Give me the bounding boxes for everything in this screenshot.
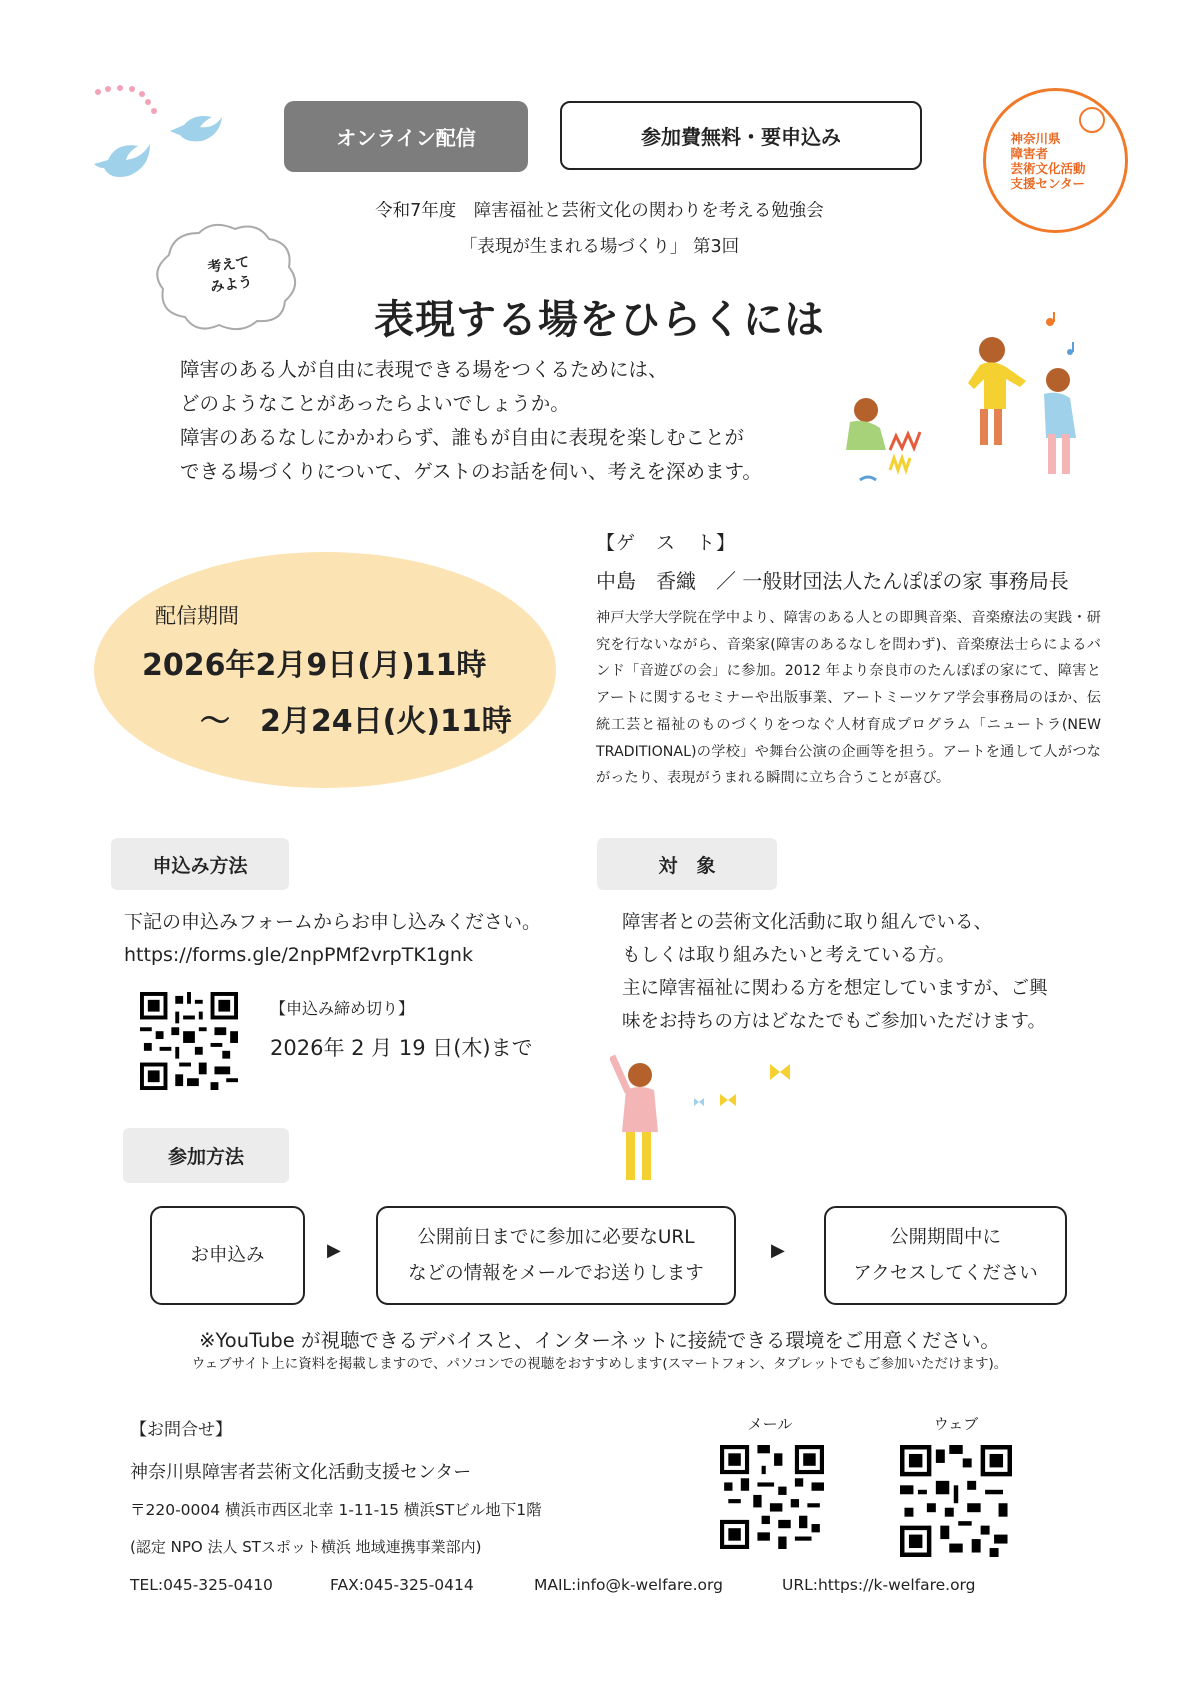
join-section-tab [123, 1128, 289, 1183]
qr-mail-label: メール [747, 1415, 793, 1433]
web-qr-code[interactable] [900, 1445, 1012, 1557]
contact-mail-link[interactable]: MAIL:info@k-welfare.org [534, 1576, 723, 1594]
fee-badge [560, 101, 922, 170]
flow-arrow-icon: ▶ [771, 1240, 785, 1261]
online-badge [284, 101, 528, 172]
target-tab-label: 対 象 [658, 854, 716, 877]
contact-label: 【お問合せ】 [130, 1420, 232, 1440]
target-line: 障害者との芸術文化活動に取り組んでいる、 [622, 912, 993, 933]
guest-label: 【ゲ ス ト】 [596, 532, 737, 554]
flow-step-text: お申込み [190, 1244, 265, 1266]
child-butterflies-illustration [610, 1050, 810, 1190]
qr-web-label: ウェブ [933, 1415, 979, 1433]
deadline-label: 【申込み締め切り】 [270, 999, 415, 1018]
logo-line: 支援センター [1010, 175, 1086, 191]
flow-step-text: アクセスしてください [853, 1262, 1038, 1284]
target-description [622, 906, 1102, 1038]
target-line: 味をお持ちの方はどなたでもご参加いただけます。 [622, 1011, 1047, 1032]
target-line: もしくは取り組みたいと考えている方。 [622, 945, 956, 966]
intro-line: できる場づくりについて、ゲストのお話を伺い、考えを深めます。 [180, 460, 762, 483]
contact-tel: TEL:045-325-0410 [130, 1576, 273, 1594]
deadline-date: 2026年 2 月 19 日(木)まで [270, 1036, 533, 1060]
apply-line: 下記の申込みフォームからお申し込みください。 [124, 911, 542, 933]
flow-arrow-icon: ▶ [327, 1240, 341, 1261]
apply-tab-label: 申込み方法 [152, 854, 248, 877]
join-tab-label: 参加方法 [167, 1146, 244, 1168]
logo-text [1011, 131, 1101, 191]
contact-org: 神奈川県障害者芸術文化活動支援センター [130, 1462, 472, 1483]
logo-dot-icon [1079, 107, 1105, 133]
contact-fax: FAX:045-325-0414 [330, 1576, 474, 1594]
intro-line: どのようなことがあったらよいでしょうか。 [180, 392, 570, 415]
flow-step-email [376, 1206, 736, 1305]
period-label: 配信期間 [155, 604, 239, 628]
flow-step-text: などの情報をメールでお送りします [408, 1262, 704, 1284]
apply-qr-code[interactable] [140, 992, 238, 1090]
mail-qr-code[interactable] [720, 1445, 824, 1549]
guest-name: 中島 香織 ／ 一般財団法人たんぽぽの家 事務局長 [596, 569, 1069, 593]
birds-illustration [90, 80, 250, 210]
flow-step-apply [150, 1206, 305, 1305]
contact-note: (認定 NPO 法人 STスポット横浜 地域連携事業部内) [130, 1538, 482, 1556]
children-playing-illustration [820, 310, 1100, 495]
event-series: 令和7年度 障害福祉と芸術文化の関わりを考える勉強会 [375, 201, 824, 221]
logo-line: 障害者 [1010, 145, 1049, 161]
cloud-line: みよう [209, 274, 254, 296]
intro-text [180, 353, 800, 489]
apply-section-tab [111, 838, 289, 890]
page-title: 表現する場をひらくには [374, 297, 825, 343]
online-badge-label: オンライン配信 [336, 126, 476, 150]
period-end: ～ 2月24日(火)11時 [200, 704, 512, 739]
target-line: 主に障害福祉に関わる方を想定していますが、ご興 [622, 978, 1048, 999]
contact-url-link[interactable]: URL:https://k-welfare.org [782, 1576, 976, 1594]
flow-step-access [824, 1206, 1067, 1305]
contact-address: 〒220-0004 横浜市西区北幸 1-11-15 横浜STビル地下1階 [130, 1501, 542, 1519]
guest-bio: 神戸大学大学院在学中より、障害のある人との即興音楽、音楽療法の実践・研究を行ないながら、音楽家(障害のあるなしを問わず)、音楽療法士らによるバンド「音遊びの会」に参加。2012 年より奈良市のたんぽぽの家にて、障害とアートに関するセミナーや出版事業、アートミーツケア学会事務局のほか、伝統工芸と福祉のものづくりをつなぐ人材育成プログラム「ニュートラ(NEW TRADITIONAL)の学校」や舞台公演の企画等を担う。アートを通して人がつながったり、表現がうまれる瞬間に立ち合うことが喜び。 [596, 610, 1101, 787]
apply-instructions [124, 906, 541, 972]
event-session: 「表現が生まれる場づくり」 第3回 [459, 237, 740, 257]
cloud-line: 考えて [206, 254, 251, 276]
intro-line: 障害のある人が自由に表現できる場をつくるためには、 [180, 358, 668, 381]
target-section-tab [597, 838, 777, 890]
intro-line: 障害のあるなしにかかわらず、誰もが自由に表現を楽しむことが [180, 426, 744, 449]
viewing-note: ウェブサイト上に資料を掲載しますので、パソコンでの視聴をおすすめします(スマートフォン、タブレットでもご参加いただけます)。 [191, 1356, 1008, 1372]
logo-line: 芸術文化活動 [1010, 160, 1086, 176]
flow-step-text: 公開前日までに参加に必要なURL [417, 1226, 695, 1248]
device-note: ※YouTube が視聴できるデバイスと、インターネットに接続できる環境をご用意ください。 [199, 1329, 1000, 1352]
flow-step-text: 公開期間中に [889, 1226, 1001, 1248]
period-start: 2026年2月9日(月)11時 [142, 648, 487, 683]
logo-line: 神奈川県 [1010, 130, 1061, 146]
fee-badge-label: 参加費無料・要申込み [641, 125, 841, 149]
apply-url-link[interactable]: https://forms.gle/2npPMf2vrpTK1gnk [124, 944, 473, 966]
